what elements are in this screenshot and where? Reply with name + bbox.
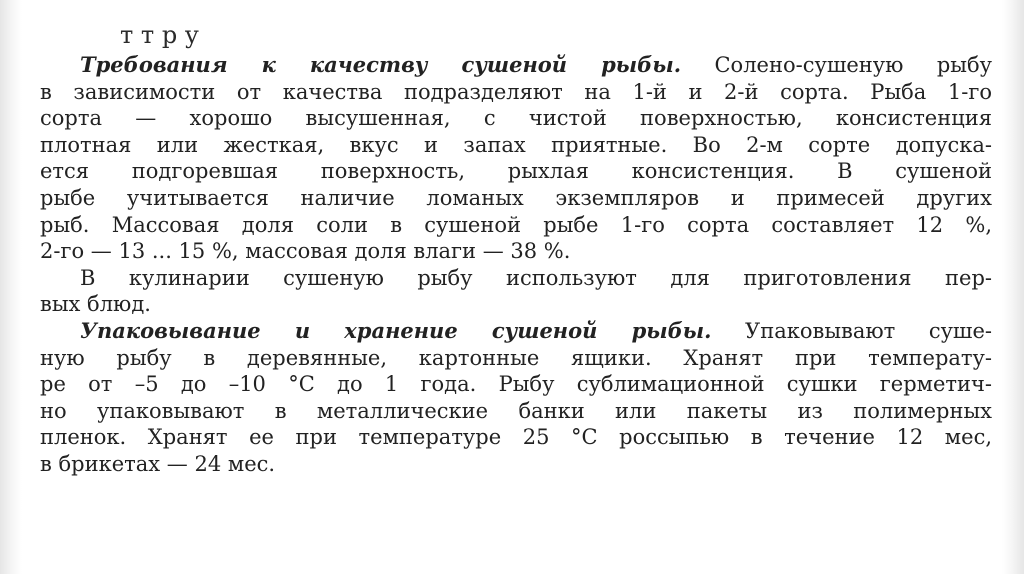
right-page-edge <box>1002 0 1024 574</box>
left-page-edge <box>0 0 22 574</box>
section2-line-5: в брикетах — 24 мес. <box>40 451 276 476</box>
section1-line-1: в зависимости от качества подразделяют на 1-й и 2-й сорта. Рыба 1-го <box>40 79 992 104</box>
section2-first-line <box>40 318 992 345</box>
section2-line-3: но упаковывают в металлические банки или пакеты из полимерных <box>40 398 992 423</box>
section1-line-0: Солено-сушеную рыбу <box>714 53 993 77</box>
section1-line-7: 2-го — 13 ... 15 %, массовая доля влаги — 38 %. <box>40 239 571 264</box>
section2-heading: Упаковывание и хранение сушеной рыбы. <box>80 317 712 343</box>
document-text <box>40 52 992 478</box>
section1-first-line <box>40 52 992 79</box>
section1-line-5: рыбе учитывается наличие ломаных экземпляров и примесей других <box>40 185 992 210</box>
cropped-previous-line <box>120 21 400 49</box>
section2-line-1: ную рыбу в деревянные, картонные ящики. Хранят при температу- <box>40 345 992 370</box>
section1-line-4: ется подгоревшая поверхность, рыхлая консистенция. В сушеной <box>40 159 992 184</box>
paragraph2-line-0: В кулинарии сушеную рыбу используют для приготовления пер- <box>80 265 992 290</box>
section2-line-0: Упаковывают суше- <box>745 318 992 343</box>
section1-line-3: плотная или жесткая, вкус и запах приятные. Во 2-м сорте допуска- <box>40 132 992 157</box>
section2-line-2: ре от –5 до –10 °С до 1 года. Рыбу сублимационной сушки герметич- <box>40 372 992 397</box>
section1-line-2: сорта — хорошо высушенная, с чистой поверхностью, консистенция <box>40 106 992 131</box>
paragraph2-line-1: вых блюд. <box>40 292 151 317</box>
section2-line-4: пленок. Хранят ее при температуре 25 °С россыпью в течение 12 мес, <box>40 425 992 450</box>
cropped-previous-line-text: т т р у <box>120 21 199 49</box>
section1-line-6: рыб. Массовая доля соли в сушеной рыбе 1-го сорта составляет 12 %, <box>40 212 992 237</box>
section1-heading: Требования к качеству сушеной рыбы. <box>80 52 682 77</box>
